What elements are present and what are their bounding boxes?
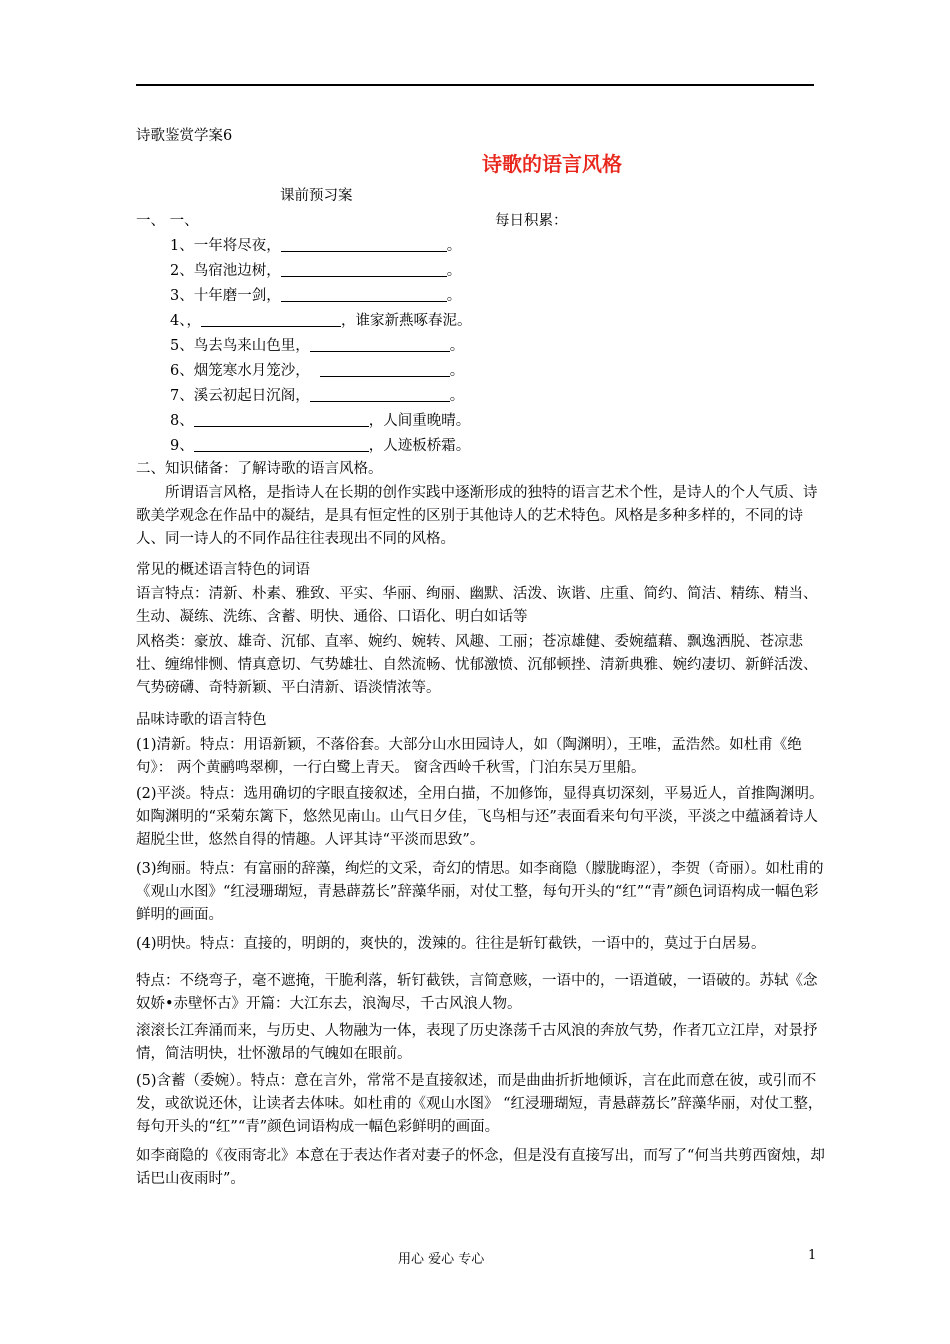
daily-heading: 每日积累： xyxy=(495,213,568,229)
drill-prompt: 4、， xyxy=(170,313,201,329)
drill-suffix: ，人迹板桥霜。 xyxy=(368,438,471,454)
paragraph-yangtze: 滚滚长江奔涌而来，与历史、人物融为一体，表现了历史涤荡千古风浪的奔放气势，作者兀立江岸，对景抒情，简洁明快，壮怀激昂的气魄如在眼前。 xyxy=(136,1023,818,1062)
drill-prompt: 5、鸟去鸟来山色里， xyxy=(170,338,310,354)
drill-suffix: 。 xyxy=(446,288,462,304)
paragraph-lively: (4)明快。特点：直接的，明朗的，爽快的，泼辣的。往往是斩钉截铁，一语中的，莫过于白居易。 xyxy=(136,936,766,952)
answer-blank[interactable] xyxy=(194,436,369,452)
drill-item xyxy=(170,384,464,405)
drill-item xyxy=(170,284,461,305)
drill-suffix: 。 xyxy=(446,238,462,254)
footer-motto: 用心 爱心 专心 xyxy=(398,1252,485,1267)
answer-blank[interactable] xyxy=(320,361,450,377)
drill-suffix: 。 xyxy=(449,338,465,354)
language-features: 语言特点：清新、朴素、雅致、平实、华丽、绚丽、幽默、活泼、诙谐、庄重、简约、简洁、精练、精当、生动、凝练、洗练、含蓄、明快、通俗、口语化、明白如话等 xyxy=(136,586,818,625)
paragraph-implicit: (5)含蓄（委婉）。特点：意在言外，常常不是直接叙述，而是曲曲折折地倾诉，言在此而意在彼，或引而不发，或欲说还休，让读者去体味。如杜甫的《观山水图》 “红浸珊瑚短，青悬薜荔长”辞藻华丽，对仗工整，每句开头的“红”“青”颜色词语构成一幅色彩鲜明的画面。 xyxy=(136,1073,823,1135)
answer-blank[interactable] xyxy=(281,286,447,302)
answer-blank[interactable] xyxy=(310,336,450,352)
taste-heading: 品味诗歌的语言特色 xyxy=(136,712,267,728)
subtitle: 课前预习案 xyxy=(280,188,353,204)
drill-suffix: 。 xyxy=(449,388,465,404)
doc-label: 诗歌鉴赏学案6 xyxy=(136,128,233,144)
page-title: 诗歌的语言风格 xyxy=(482,152,622,176)
section2-intro: 所谓语言风格，是指诗人在长期的创作实践中逐渐形成的独特的语言艺术个性，是诗人的个人气质、诗歌美学观念在作品中的凝结，是具有恒定性的区别于其他诗人的艺术特色。风格是多种多样的，不同的诗人、同一诗人的不同作品往往表现出不同的风格。 xyxy=(136,485,818,547)
paragraph-night-rain: 如李商隐的《夜雨寄北》本意在于表达作者对妻子的怀念，但是没有直接写出，而写了“何当共剪西窗烛，却话巴山夜雨时”。 xyxy=(136,1148,825,1187)
answer-blank[interactable] xyxy=(281,236,447,252)
paragraph-fresh: (1)清新。特点：用语新颖，不落俗套。大部分山水田园诗人，如（陶渊明），王唯，孟浩然。如杜甫《绝句》： 两个黄鹂鸣翠柳，一行白鹭上青天。 窗含西岭千秋雪，门泊东吴万里船。 xyxy=(136,737,802,776)
drill-suffix: 。 xyxy=(446,263,462,279)
common-words-heading: 常见的概述语言特色的词语 xyxy=(136,562,310,578)
answer-blank[interactable] xyxy=(201,311,341,327)
drill-prompt: 1、一年将尽夜， xyxy=(170,238,281,254)
drill-item xyxy=(170,359,464,380)
answer-blank[interactable] xyxy=(194,411,369,427)
paragraph-plain: (2)平淡。特点：选用确切的字眼直接叙述，全用白描，不加修饰，显得真切深刻，平易近人，首推陶渊明。如陶渊明的“采菊东篱下，悠然见南山。山气日夕佳，飞鸟相与还”表面看来句句平淡，平淡之中蕴涵着诗人超脱尘世，悠然自得的情趣。人评其诗“平淡而思致”。 xyxy=(136,786,824,848)
drill-prompt: 7、溪云初起日沉阁， xyxy=(170,388,310,404)
drill-prompt: 8、 xyxy=(170,413,194,429)
drill-item xyxy=(170,334,464,355)
drill-suffix: 。 xyxy=(449,363,465,379)
drill-prompt: 6、烟笼寒水月笼沙， xyxy=(170,363,310,379)
section1-heading: 一、 一、 xyxy=(136,213,199,229)
drill-suffix: ，谁家新燕啄春泥。 xyxy=(340,313,472,329)
header-rule xyxy=(136,84,814,86)
paragraph-lively-features: 特点：不绕弯子，毫不遮掩，干脆利落，斩钉截铁，言简意赅，一语中的，一语道破，一语破的。苏轼《念奴娇•赤壁怀古》开篇：大江东去，浪淘尽，千古风浪人物。 xyxy=(136,973,818,1012)
page-number: 1 xyxy=(808,1248,817,1263)
style-categories: 风格类：豪放、雄奇、沉郁、直率、婉约、婉转、风趣、工丽；苍凉雄健、委婉蕴藉、飘逸洒脱、苍凉悲壮、缠绵悱恻、情真意切、气势雄壮、自然流畅、忧郁激愤、沉郁顿挫、清新典雅、婉约凄切、新鲜活泼、气势磅礴、奇特新颖、平白清新、语淡情浓等。 xyxy=(136,634,818,696)
drill-item xyxy=(170,434,470,455)
drill-prompt: 2、鸟宿池边树， xyxy=(170,263,281,279)
drill-item xyxy=(170,234,461,255)
answer-blank[interactable] xyxy=(310,386,450,402)
drill-item xyxy=(170,409,470,430)
drill-suffix: ，人间重晚晴。 xyxy=(368,413,471,429)
drill-prompt: 9、 xyxy=(170,438,194,454)
drill-item xyxy=(170,259,461,280)
section2-heading: 二、知识储备：了解诗歌的语言风格。 xyxy=(136,461,383,477)
drill-prompt: 3、十年磨一剑， xyxy=(170,288,281,304)
answer-blank[interactable] xyxy=(281,261,447,277)
paragraph-gorgeous: (3)绚丽。特点：有富丽的辞藻，绚烂的文采，奇幻的情思。如李商隐（朦胧晦涩），李贺（奇丽）。如杜甫的《观山水图》“红浸珊瑚短，青悬薜荔长”辞藻华丽，对仗工整，每句开头的“红”“青”颜色词语构成一幅色彩鲜明的画面。 xyxy=(136,861,824,923)
drill-item xyxy=(170,309,471,330)
